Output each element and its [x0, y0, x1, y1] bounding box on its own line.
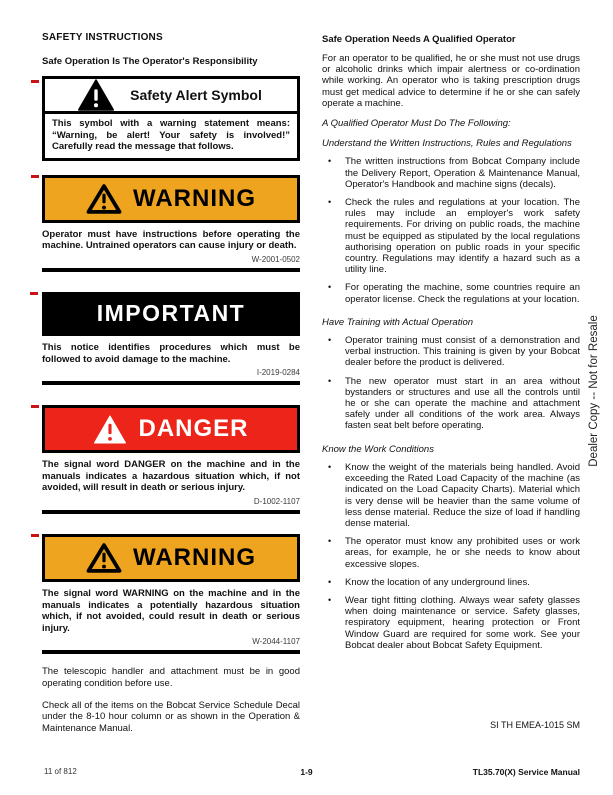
list-item — [322, 156, 580, 190]
safety-alert-triangle-icon — [77, 79, 115, 111]
bullet-icon: • — [328, 461, 332, 472]
section-divider — [42, 268, 300, 272]
bullet-icon: • — [328, 156, 332, 167]
list-item — [322, 335, 580, 369]
bullet-text: The written instructions from Bobcat Company include the Delivery Report, Operation & Maintenance Manual, Operator's Handbook and machine signs (decals). — [345, 156, 580, 190]
revision-change-mark — [31, 405, 39, 408]
revision-change-mark — [31, 534, 39, 537]
danger-code: D-1002-1107 — [253, 496, 300, 506]
warning-label: WARNING — [133, 184, 256, 212]
bullet-text: For operating the machine, some countries require an operator license. Check the regulations at your location. — [345, 282, 580, 305]
safety-alert-symbol-box — [42, 76, 300, 161]
warning2-code: W-2044-1107 — [252, 637, 300, 647]
footer-page-number: 1-9 — [300, 767, 313, 777]
subsection-heading-instructions: Understand the Written Instructions, Rules and Regulations — [322, 138, 572, 150]
list-item — [322, 577, 580, 588]
bullet-icon: • — [328, 594, 332, 605]
section-divider — [42, 510, 300, 514]
bullet-text: Wear tight fitting clothing. Always wear safety glasses when doing maintenance or service. Safety glasses, respiratory equipment, hearing protection or Front Window Guard are required for some work. See your Bobcat dealer about Bobcat Safety Equipment. — [345, 594, 580, 651]
bullet-text: Know the weight of the materials being handled. Avoid exceeding the Rated Load Capacity of the machine (as indicated on the Load Capacity Charts). Material which is very dense will be heavier than the same volume of less dense material. Reduce the size of load if handling dense material. — [345, 461, 580, 529]
paragraph: For an operator to be qualified, he or she must not use drugs or alcoholic drinks which impair alertness or co-ordination while working. An operator who is taking prescription drugs must get medical advice to determine if he or she can safely operate a machine. — [322, 53, 580, 109]
list-item — [322, 595, 580, 651]
warning-banner-1 — [42, 175, 300, 223]
warning-triangle-icon — [86, 543, 122, 573]
warning1-code: W-2001-0502 — [251, 254, 300, 264]
bullet-text: Operator training must consist of a demonstration and verbal instruction. This training is given by your Bobcat dealer before the product is delivered. — [345, 335, 580, 369]
footer-page-count: 11 of 812 — [44, 767, 77, 776]
bullet-icon: • — [328, 375, 332, 386]
bullet-text: The new operator must start in an area without bystanders or structures and use all the controls until he or she can operate the machine and attachment safely under all conditions of the work area. Always fasten seat belt before operating. — [345, 375, 580, 432]
danger-triangle-icon — [93, 415, 127, 444]
danger-text: The signal word DANGER on the machine and in the manuals indicates a hazardous situation which, if not avoided, will result in death or serious injury. — [42, 459, 300, 494]
important-text: This notice identifies procedures which must be followed to avoid damage to the machine. — [42, 341, 300, 365]
important-banner — [42, 292, 300, 336]
warning2-text: The signal word WARNING on the machine and in the manuals indicates a potentially hazardous situation which, if not avoided, could result in death or serious injury. — [42, 587, 300, 634]
safety-alert-body-text: This symbol with a warning statement means: “Warning, be alert! Your safety is involved!” Carefully read the message that follows. — [52, 118, 290, 153]
section-heading-qualified-operator: Safe Operation Needs A Qualified Operator — [322, 34, 516, 45]
bullet-icon: • — [328, 282, 332, 293]
bullet-icon: • — [328, 335, 332, 346]
dealer-copy-watermark: Dealer Copy -- Not for Resale — [588, 315, 600, 467]
bullet-list — [322, 156, 580, 304]
revision-change-mark — [30, 292, 38, 295]
left-column — [42, 30, 300, 734]
safety-alert-title: Safety Alert Symbol — [130, 87, 262, 103]
warning-label: WARNING — [133, 543, 256, 571]
italic-lead: A Qualified Operator Must Do The Following: — [322, 118, 511, 130]
important-code: I-2019-0284 — [256, 368, 300, 378]
revision-change-mark — [31, 80, 39, 83]
important-label: IMPORTANT — [96, 300, 246, 327]
paragraph: Check all of the items on the Bobcat Service Schedule Decal under the 8-10 hour column or as shown in the Operation & Maintenance Manual. — [42, 699, 300, 734]
bullet-icon: • — [328, 197, 332, 208]
section-divider — [42, 381, 300, 385]
warning1-text: Operator must have instructions before operating the machine. Untrained operators can cause injury or death. — [42, 228, 300, 252]
list-item — [322, 462, 580, 529]
safety-alert-box-header — [45, 79, 297, 114]
section-divider — [42, 650, 300, 654]
right-column — [322, 30, 580, 730]
bullet-text: Know the location of any underground lines. — [345, 576, 530, 588]
bullet-list — [322, 335, 580, 432]
danger-banner — [42, 405, 300, 453]
bullet-icon: • — [328, 536, 332, 547]
document-reference: SI TH EMEA-1015 SM — [490, 720, 580, 730]
danger-label: DANGER — [138, 415, 249, 443]
bullet-text: The operator must know any prohibited uses or work areas, for example, he or she needs to know about excessive slopes. — [345, 536, 580, 570]
page-footer — [0, 767, 613, 781]
list-item — [322, 197, 580, 275]
bullet-text: Check the rules and regulations at your location. The rules may include an employer's work safety requirements. For driving on public roads, the machine must be equipped as stipulated by the local regulations authorising operation on public roads in your specific country. Regulations may identify a hazard such as a utility line. — [345, 197, 580, 276]
page-title: SAFETY INSTRUCTIONS — [42, 32, 163, 43]
section-heading-operator-responsibility: Safe Operation Is The Operator's Responsibility — [42, 56, 258, 67]
bullet-icon: • — [328, 576, 332, 587]
warning-triangle-icon — [86, 184, 122, 214]
list-item — [322, 536, 580, 570]
paragraph: The telescopic handler and attachment must be in good operating condition before use. — [42, 666, 300, 689]
revision-change-mark — [31, 175, 39, 178]
list-item — [322, 282, 580, 304]
footer-manual-title: TL35.70(X) Service Manual — [472, 767, 580, 777]
list-item — [322, 376, 580, 432]
subsection-heading-training: Have Training with Actual Operation — [322, 316, 474, 328]
subsection-heading-work-conditions: Know the Work Conditions — [322, 443, 434, 455]
bullet-list — [322, 462, 580, 651]
warning-banner-2 — [42, 534, 300, 582]
